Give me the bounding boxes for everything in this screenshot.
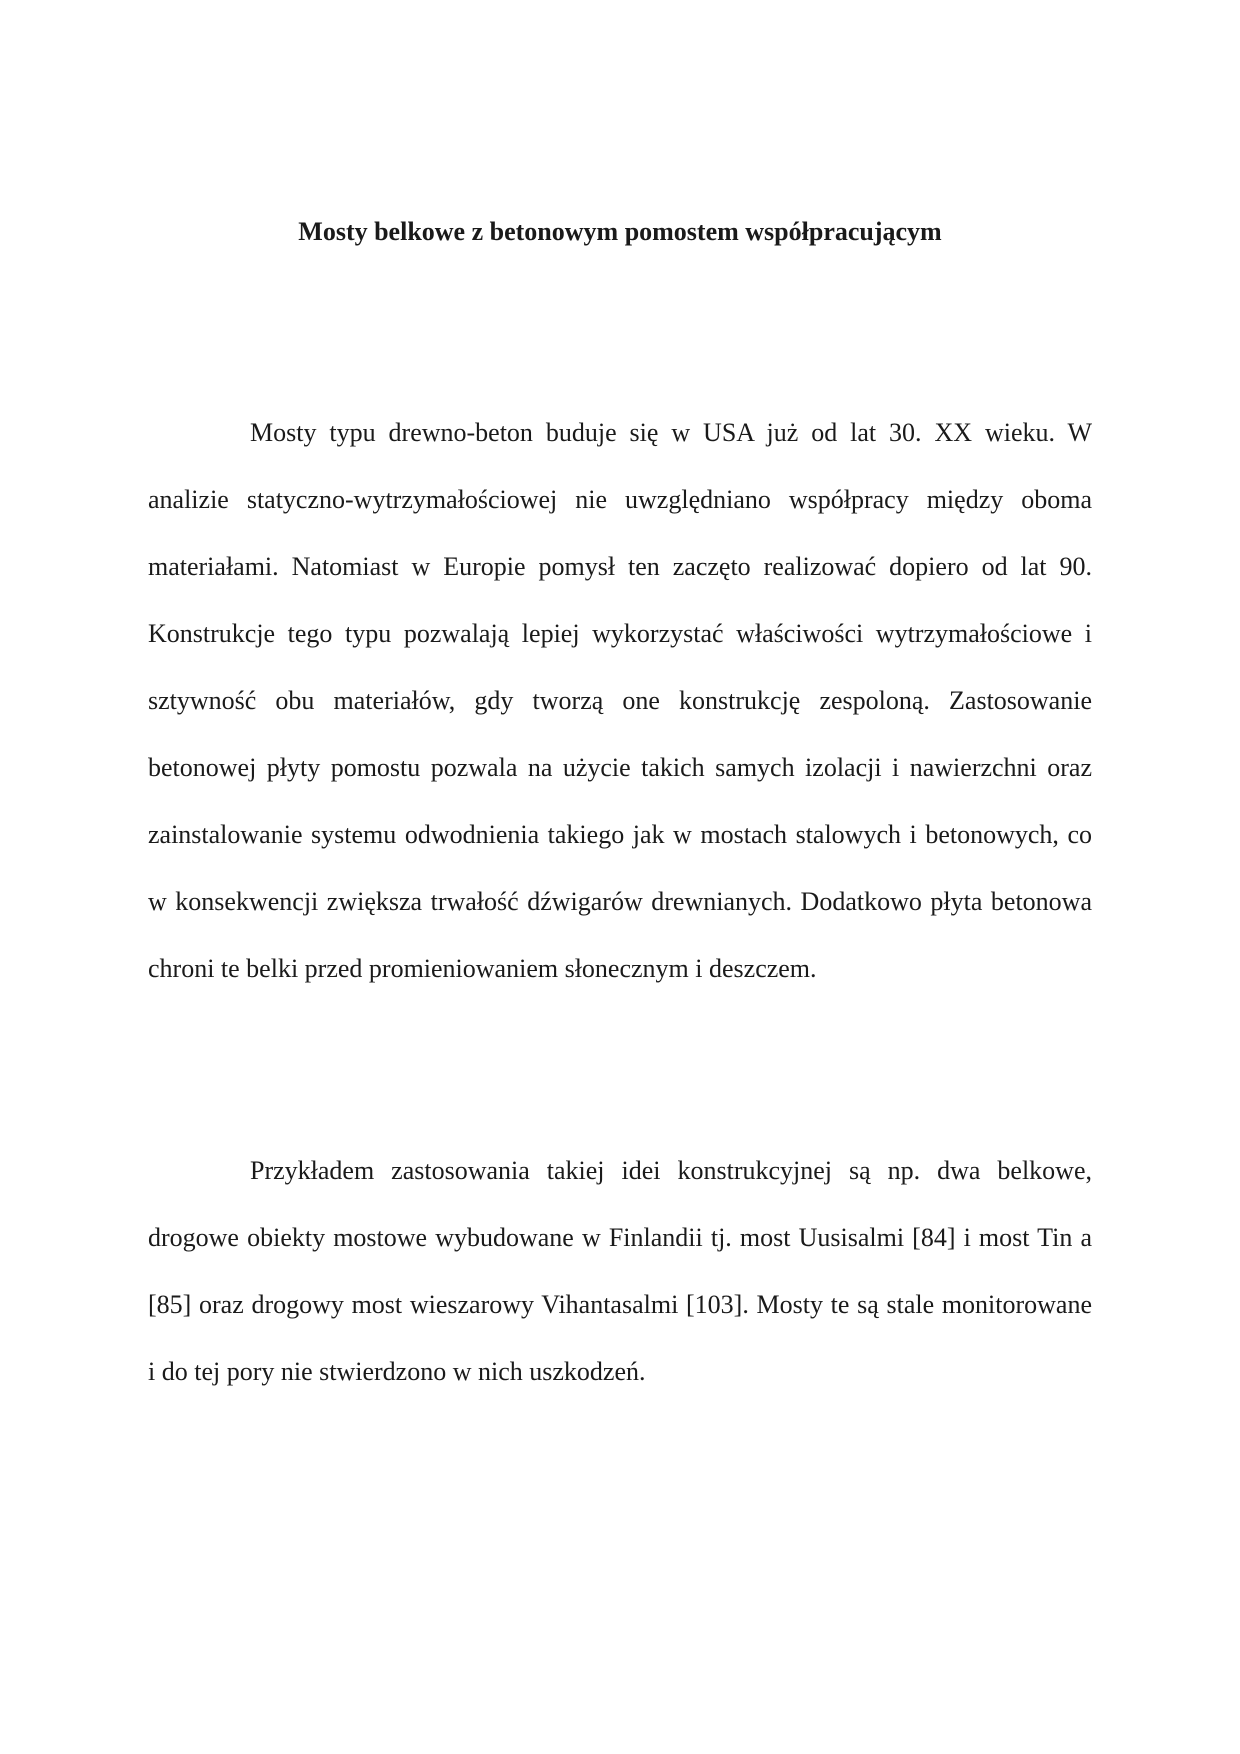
paragraph-drewno-beton: Mosty typu drewno-beton buduje się w USA już od lat 30. XX wieku. W analizie statyczno-wytrzymałościowej nie uwzględniano współpracy między oboma materiałami. Natomiast w Europie pomysł ten zaczęto realizować dopiero od lat 90. Konstrukcje tego typu pozwalają lepiej wykorzystać właściwości wytrzymałościowe i sztywność obu materiałów, gdy tworzą one konstrukcję zespoloną. Zastosowanie betonowej płyty pomostu pozwala na użycie takich samych izolacji i nawierzchni oraz zainstalowanie systemu odwodnienia takiego jak w mostach stalowych i betonowych, co w konsekwencji zwiększa trwałość dźwigarów drewnianych. Dodatkowo płyta betonowa chroni te belki przed promieniowaniem słonecznym i deszczem. xyxy=(148,418,1092,983)
document-title: Mosty belkowe z betonowym pomostem współpracującym xyxy=(298,217,942,246)
paragraph-examples-finland: Przykładem zastosowania takiej idei konstrukcyjnej są np. dwa belkowe, drogowe obiekty mostowe wybudowane w Finlandii tj. most Uusisalmi [84] i most Tin a [85] oraz drogowy most wieszarowy Vihantasalmi [103]. Mosty te są stale monitorowane i do tej pory nie stwierdzono w nich uszkodzeń. xyxy=(148,1156,1092,1386)
